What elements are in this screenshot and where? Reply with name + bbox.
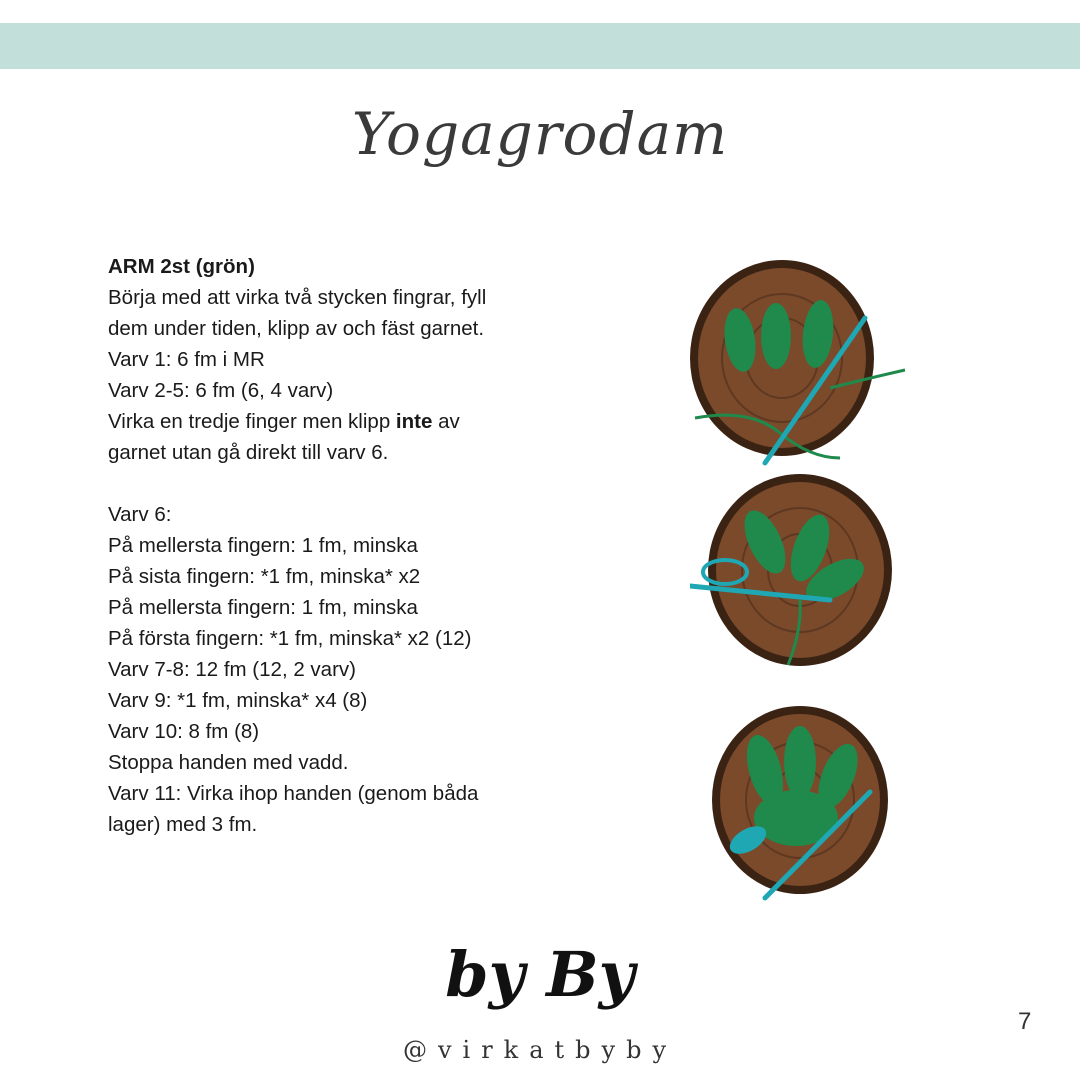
- instruction-line: På första fingern: *1 fm, minska* x2 (12): [108, 627, 472, 650]
- instruction-line: lager) med 3 fm.: [108, 813, 258, 836]
- section-heading: ARM 2st (grön): [108, 255, 255, 278]
- instruction-line: Varv 11: Virka ihop handen (genom båda: [108, 782, 479, 805]
- instruction-text: Virka en tredje finger men klipp: [108, 410, 396, 433]
- spacer: [108, 468, 568, 499]
- instruction-line: På mellersta fingern: 1 fm, minska: [108, 596, 418, 619]
- header-band: [0, 23, 1080, 69]
- page-number: 7: [1018, 1008, 1032, 1035]
- instruction-line: På sista fingern: *1 fm, minska* x2: [108, 565, 421, 588]
- instructions: [108, 251, 568, 840]
- social-handle: @virkatbyby: [402, 1036, 678, 1064]
- instruction-line: Varv 10: 8 fm (8): [108, 720, 260, 743]
- instruction-line: Varv 6:: [108, 503, 172, 526]
- three-fingers-photo: [690, 470, 910, 680]
- instruction-line: dem under tiden, klipp av och fäst garnet.: [108, 317, 485, 340]
- instruction-line: På mellersta fingern: 1 fm, minska: [108, 534, 418, 557]
- instruction-line: Varv 2-5: 6 fm (6, 4 varv): [108, 379, 334, 402]
- brand-logo: by By: [445, 938, 635, 1011]
- instruction-line: garnet utan gå direkt till varv 6.: [108, 441, 389, 464]
- instruction-line: [108, 406, 568, 437]
- instruction-line: Varv 1: 6 fm i MR: [108, 348, 265, 371]
- instruction-line: Stoppa handen med vadd.: [108, 751, 349, 774]
- instruction-line: Börja med att virka två stycken fingrar, fyll: [108, 286, 487, 309]
- joined-hand-photo: [700, 700, 900, 905]
- two-fingers-photo: [690, 258, 910, 468]
- instruction-text: av: [432, 410, 460, 433]
- instruction-line: Varv 7-8: 12 fm (12, 2 varv): [108, 658, 356, 681]
- emphasis-text: inte: [395, 410, 433, 433]
- page-title: Yogagrodam: [351, 100, 729, 168]
- instruction-line: Varv 9: *1 fm, minska* x4 (8): [108, 689, 368, 712]
